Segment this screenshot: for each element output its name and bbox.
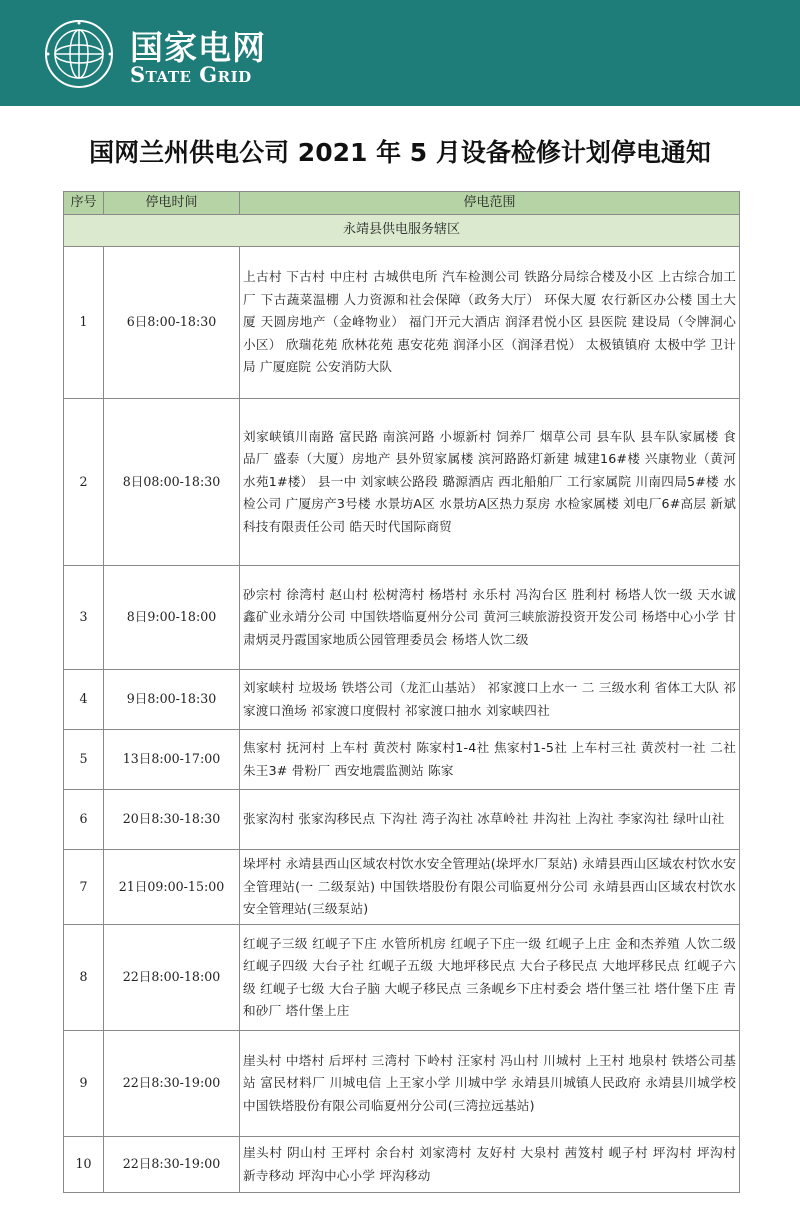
outage-scope: 砂宗村 徐湾村 赵山村 松树湾村 杨塔村 永乐村 冯沟台区 胜利村 杨塔人饮一级 天水诚鑫矿业永靖分公司 中国铁塔临夏州分公司 黄河三峡旅游投资开发公司 杨塔中心小学 甘肃炳灵丹霞国家地质公园管理委员会 杨塔人饮二级 [240,566,740,670]
table-row [64,925,740,1031]
outage-time: 6日8:00-18:30 [104,247,240,399]
outage-scope: 刘家峡村 垃圾场 铁塔公司（龙汇山基站） 祁家渡口上水一 二 三级水利 省体工大队 祁家渡口渔场 祁家渡口度假村 祁家渡口抽水 刘家峡四社 [240,670,740,730]
logo-english-text: State Grid [130,62,252,87]
outage-time: 22日8:00-18:00 [104,925,240,1031]
header-time: 停电时间 [104,192,240,215]
outage-scope: 垛坪村 永靖县西山区域农村饮水安全管理站(垛坪水厂泵站) 永靖县西山区域农村饮水安全管理站(一 二级泵站) 中国铁塔股份有限公司临夏州分公司 永靖县西山区域农村饮水安全管理站(三级泵站) [240,850,740,925]
row-number: 1 [64,247,104,399]
row-number: 7 [64,850,104,925]
table-row [64,1137,740,1193]
outage-scope: 张家沟村 张家沟移民点 下沟社 湾子沟社 冰草岭社 井沟社 上沟社 李家沟社 绿叶山社 [240,790,740,850]
state-grid-emblem-icon [43,18,115,90]
row-number: 3 [64,566,104,670]
table-row [64,730,740,790]
outage-scope: 崖头村 中塔村 后坪村 三湾村 下岭村 汪家村 冯山村 川城村 上王村 地泉村 铁塔公司基站 富民材料厂 川城电信 上王家小学 川城中学 永靖县川城镇人民政府 永靖县川城学校 中国铁塔股份有限公司临夏州分公司(三湾拉远基站) [240,1031,740,1137]
table-row [64,670,740,730]
row-number: 9 [64,1031,104,1137]
outage-time: 21日09:00-15:00 [104,850,240,925]
row-number: 4 [64,670,104,730]
header-no: 序号 [64,192,104,215]
notice-title: 国网兰州供电公司 2021 年 5 月设备检修计划停电通知 [89,138,711,167]
table-row [64,1031,740,1137]
row-number: 2 [64,399,104,566]
table-row [64,790,740,850]
outage-time: 8日9:00-18:00 [104,566,240,670]
header-banner [0,0,800,106]
outage-time: 20日8:30-18:30 [104,790,240,850]
outage-scope: 崖头村 阴山村 王坪村 余台村 刘家湾村 友好村 大泉村 茜笈村 岘子村 坪沟村 坪沟村 新寺移动 坪沟中心小学 坪沟移动 [240,1137,740,1193]
table-row [64,399,740,566]
header-scope: 停电范围 [240,192,740,215]
outage-time: 9日8:00-18:30 [104,670,240,730]
logo-chinese-text: 国家电网 [130,28,266,67]
district-row [64,215,740,247]
row-number: 10 [64,1137,104,1193]
table-row [64,566,740,670]
outage-scope: 刘家峡镇川南路 富民路 南滨河路 小塬新村 饲养厂 烟草公司 县车队 县车队家属楼 食品厂 盛泰（大厦）房地产 县外贸家属楼 滨河路路灯新建 城建16#楼 兴康物业（黄河水苑1#楼） 县一中 刘家峡公路段 璐源酒店 西北船舶厂 工行家属院 川南四局5#楼 水检公司 广厦房产3号楼 水景坊A区 水景坊A区热力泵房 水检家属楼 刘电厂6#高层 新斌科技有限责任公司 皓天时代国际商贸 [240,399,740,566]
row-number: 6 [64,790,104,850]
outage-time: 22日8:30-19:00 [104,1031,240,1137]
row-number: 5 [64,730,104,790]
table-header-row [64,192,740,215]
table-row [64,247,740,399]
outage-plan-table [63,191,740,1193]
row-number: 8 [64,925,104,1031]
district-name: 永靖县供电服务辖区 [64,215,740,247]
outage-scope: 红岘子三级 红岘子下庄 水管所机房 红岘子下庄一级 红岘子上庄 金和杰养殖 人饮二级 红岘子四级 大台子社 红岘子五级 大地坪移民点 大台子移民点 大地坪移民点 红岘子六级 红岘子七级 大台子脑 大岘子移民点 三条岘乡下庄村委会 塔什堡三社 塔什堡下庄 青和砂厂 塔什堡上庄 [240,925,740,1031]
outage-time: 8日08:00-18:30 [104,399,240,566]
outage-time: 22日8:30-19:00 [104,1137,240,1193]
outage-time: 13日8:00-17:00 [104,730,240,790]
outage-scope: 焦家村 抚河村 上车村 黄茨村 陈家村1-4社 焦家村1-5社 上车村三社 黄茨村一社 二社 朱王3# 骨粉厂 西安地震监测站 陈家 [240,730,740,790]
table-row [64,850,740,925]
outage-scope: 上古村 下古村 中庄村 古城供电所 汽车检测公司 铁路分局综合楼及小区 上古综合加工厂 下古蔬菜温棚 人力资源和社会保障（政务大厅） 环保大厦 农行新区办公楼 国土大厦 天圆房地产（金峰物业） 福门开元大酒店 润泽君悦小区 县医院 建设局（令牌洞心小区） 欣瑞花苑 欣林花苑 惠安花苑 润泽小区（润泽君悦） 太极镇镇府 太极中学 卫计局 广厦庭院 公安消防大队 [240,247,740,399]
